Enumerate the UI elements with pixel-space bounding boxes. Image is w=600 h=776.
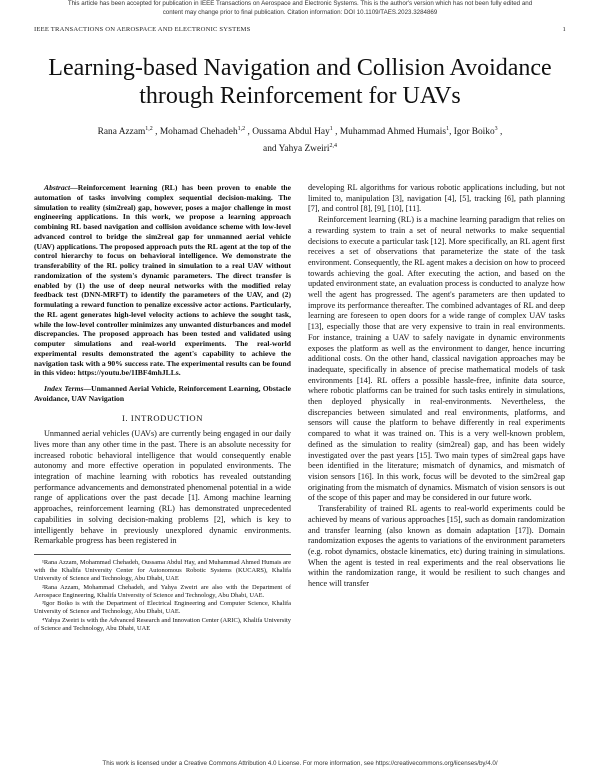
title-line-1: Learning-based Navigation and Collision Avoidance xyxy=(48,55,552,81)
footnote: ²Rana Azzam, Mohammad Chehadeh, and Yahya Zweiri are also with the Department of Aerospace Engineering, Khalifa University of Science and Technology, Abu Dhabi, UAE. xyxy=(34,583,291,599)
paper-title xyxy=(30,54,570,110)
journal-name: IEEE TRANSACTIONS ON AEROSPACE AND ELECTRONIC SYSTEMS xyxy=(34,26,251,33)
footnote: ⁴Yahya Zweiri is with the Advanced Research and Innovation Center (ARIC), Khalifa University of Science and Technology, Abu Dhabi, UAE xyxy=(34,617,291,633)
index-terms xyxy=(34,384,291,404)
right-column xyxy=(308,183,565,590)
abstract xyxy=(34,183,291,378)
accepted-article-banner xyxy=(0,0,600,22)
author: Oussama Abdul Hay$^1$ , xyxy=(252,126,340,138)
banner-line-1: This article has been accepted for publication in IEEE Transactions on Aerospace and Electronic Systems. This is the author's version which has not been fully edited and xyxy=(67,0,533,7)
author: Igor Boiko$^3$ , xyxy=(453,126,503,138)
affiliation-footnotes xyxy=(34,554,291,633)
running-header xyxy=(34,26,566,36)
index-terms-label: Index Terms xyxy=(44,384,84,393)
author: and Yahya Zweiri$^{2,4}$ xyxy=(263,143,337,155)
index-terms-text: —Unmanned Aerial Vehicle, Reinforcement Learning, Obstacle Avoidance, UAV Navigation xyxy=(34,384,292,403)
author-list xyxy=(40,122,560,156)
body-paragraph: Reinforcement learning (RL) is a machine learning paradigm that relies on a rewarding system to train a set of neural networks to make sequential decisions to execute a particular task [12]. More specifically, an RL agent first receives a set of observations that parameterize the state of the task environment. Consequently, the RL agent makes a decision on how to proceed towards achieving the goal. After executing the action, and based on the updated environment state, an evaluation process is conducted to analyze how well the agent has progressed. The agent's parameters are then updated to improve its performance thereafter. The combined advantages of RL and deep learning are foreseen to open doors for a wide range of complex UAV tasks [13], especially those that are very expensive to train in real environments. For instance, training a UAV to safely navigate in dynamic environments exposes the platform as well as the environment to danger, hence incurring additional costs. On the other hand, classical navigation approaches may be inadequate, specifically in absence of precise mathematical models of task environments [14]. RL offers a possible hassle-free, infinite data source, where robotic platforms can be trained for such tasks entirely in simulations, then deployed physically in real-environments. Nevertheless, the discrepancies between simulated and real environments, platforms, and sensors will cause the platform to behave differently in real experiments compared to what it was trained on. This is a very well-known problem, defined as the simulation to reality (sim2real) gap, and has been widely investigated over the past years [15]. Two main types of sim2real gaps have been identified in the literature; mismatch of dynamics, and mismatch of vision sensors [16]. In this work, focus will be devoted to the sim2real gap originating from the mismatch of dynamics. Mismatch of vision sensors is out of the scope of this paper and may be considered in our future work. xyxy=(308,215,565,503)
license-footer: This work is licensed under a Creative Commons Attribution 4.0 License. For more information, see https://creativecommons.org/licenses/by/4.0/ xyxy=(102,760,498,767)
abstract-label: Abstract xyxy=(44,183,71,192)
body-paragraph: Transferability of trained RL agents to real-world experiments could be achieved by means of various approaches [15], such as domain randomization and transfer learning (also known as domain adaptation [17]). Domain randomization exposes the agents to variations of the environment parameters (e.g. robot dynamics, obstacle kinematics, etc) during training in simulations. When the agent is tested in real experiments and the real observations lie within the randomization range, it would be resilient to such changes and hence will transfer xyxy=(308,504,565,589)
section-heading: I. INTRODUCTION xyxy=(121,412,204,423)
banner-line-2: content may change prior to final publication. Citation information: DOI 10.1109/TAES.2023.3284869 xyxy=(162,8,438,16)
intro-paragraph: Unmanned aerial vehicles (UAVs) are currently being engaged in our daily lives more than any other time in the past. There is an absolute necessity for increased robotic behavioral intelligence that would consequently enable autonomy and more effective operation in populated environments. The integration of machine learning with robotics has revealed outstanding performance advancements and demonstrated phenomenal potential in a wide range of applications over the past decade [1]. Among machine learning approaches, reinforcement learning (RL) has demonstrated unprecedented capabilities in solving decision-making problems [2], which is key to intelligently behave in previously unexplored dynamic environments. Remarkable progress has been registered in xyxy=(34,429,291,546)
author: Muhammad Ahmed Humais$^1$, xyxy=(339,126,454,138)
page-number: 1 xyxy=(562,26,566,33)
footnote: ³Igor Boiko is with the Department of Electrical Engineering and Computer Science, Khalifa University of Science and Technology, Abu Dhabi, UAE. xyxy=(34,600,291,616)
title-line-2: through Reinforcement for UAVs xyxy=(139,83,461,109)
abstract-text: —Reinforcement learning (RL) has been proven to enable the automation of tasks involving complex sequential decision-making. The simulation to reality (sim2real) gap, however, poses a major challenge in most engineering applications. In this work, we propose a learning approach combining RL based navigation and collision avoidance scheme with low-level advanced control to bridge the sim2real gap for unmanned aerial vehicle (UAV) applications. The proposed approach puts the RL agent at the top of the control hierarchy to focus on behavioral intelligence. We demonstrate the transferability of the RL policy trained in simulation to a real UAV without randomization of the system's dynamic parameters. The direct transfer is enabled by (1) the use of deep neural networks with the modified relay feedback test (DNN-MRFT) to identify the parameters of the UAV, and (2) formulating a reward function to penalize excessive actor actions. Particularly, the RL agent generates high-level velocity actions to achieve the sought task, while the low-level controller minimizes any unwanted disturbances and model discrepancies. The proposed approach has been tested and validated using computer simulations and real-world experiments. The real-world experimental results demonstrated the agent's capability to achieve the navigation task with a 90% success rate. The experimental results can be found in this video: https://youtu.be/1IBF4mhJLLs. xyxy=(34,183,291,378)
body-paragraph: developing RL algorithms for various robotic applications including, but not limited to, manipulation [3], navigation [4], [5], tracking [6], path planning [7], and control [8], [9], [10], [11]. xyxy=(308,183,565,214)
footnote: ¹Rana Azzam, Mohammad Chehadeh, Oussama Abdul Hay, and Muhammad Ahmed Humais are with the Khalifa University Center for Autonomous Robotic Systems (KUCARS), Khalifa University of Science and Technology, Abu Dhabi, UAE xyxy=(34,558,291,582)
left-column xyxy=(34,183,291,634)
author: Mohamad Chehadeh$^{1,2}$ , xyxy=(159,126,253,138)
author: Rana Azzam$^{1,2}$ , xyxy=(97,126,160,138)
